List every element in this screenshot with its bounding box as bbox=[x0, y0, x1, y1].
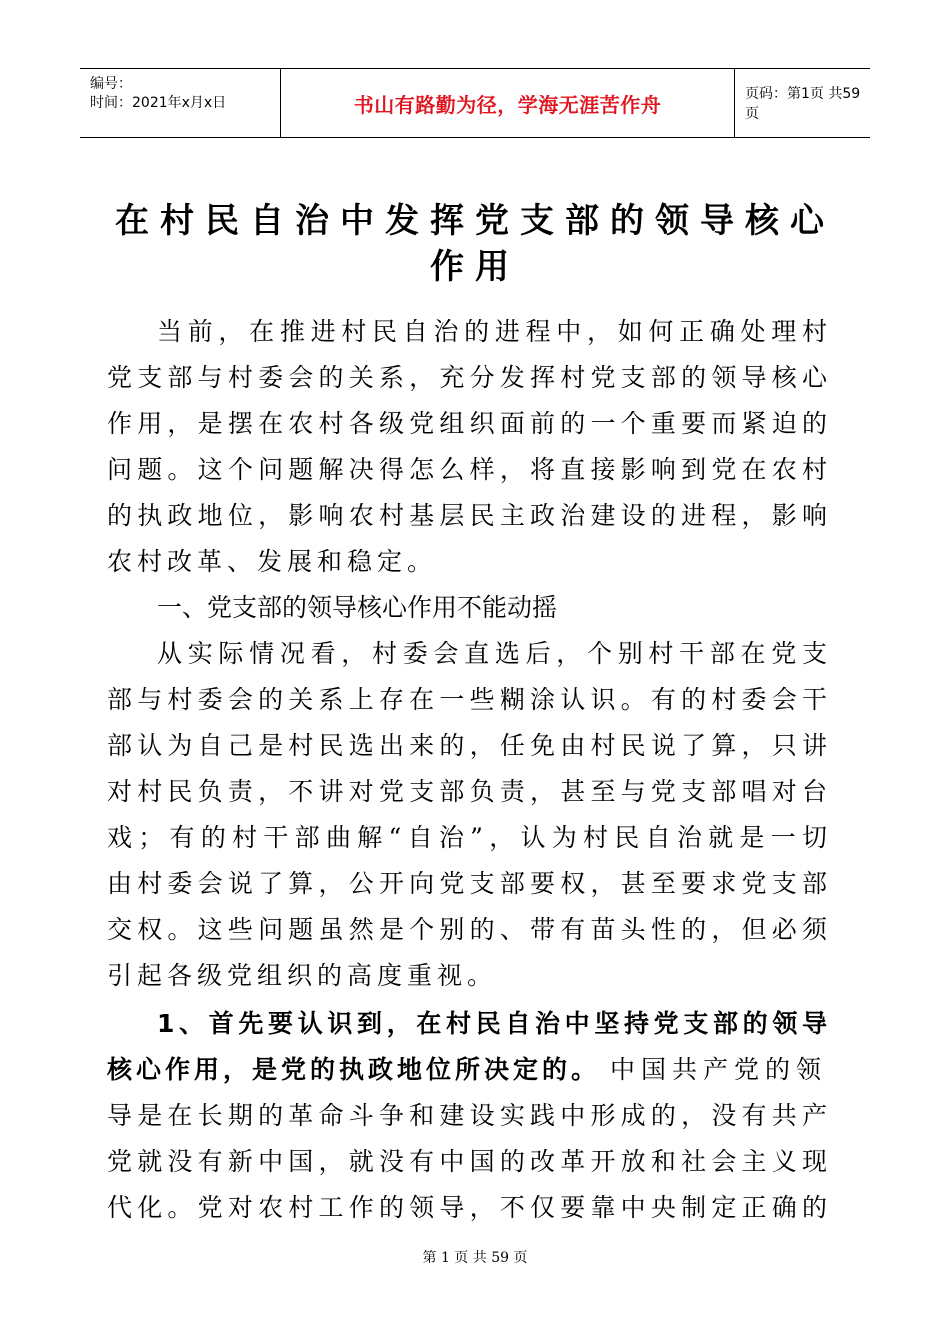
paragraph-line: 农村改革、发展和稳定。 bbox=[107, 547, 438, 576]
paragraph-line: 从实际情况看，村委会直选后，个别村干部在党支 bbox=[157, 639, 827, 668]
mixed-line bbox=[107, 1050, 827, 1090]
paragraph-line: 部与村委会的关系上存在一些糊涂认识。有的村委会干 bbox=[107, 685, 827, 714]
number-label: 编号： bbox=[90, 76, 132, 92]
page-footer: 第 1 页 共 59 页 bbox=[422, 1250, 528, 1266]
bold-statement-line: 1、首先要认识到，在村民自治中坚持党支部的领导 bbox=[157, 1009, 827, 1038]
paragraph-line: 当前，在推进村民自治的进程中，如何正确处理村 bbox=[157, 317, 827, 346]
paragraph-line: 由村委会说了算，公开向党支部要权，甚至要求党支部 bbox=[107, 869, 827, 898]
paragraph-line: 党就没有新中国，就没有中国的改革开放和社会主义现 bbox=[107, 1147, 827, 1176]
bold-statement-end: 核心作用，是党的执政地位所决定的。 bbox=[107, 1055, 601, 1084]
header-motto-cell bbox=[281, 69, 735, 137]
paragraph-line: 导是在长期的革命斗争和建设实践中形成的，没有共产 bbox=[107, 1101, 827, 1130]
paragraph-line: 对村民负责，不讲对党支部负责，甚至与党支部唱对台 bbox=[107, 777, 827, 806]
paragraph-line: 问题。这个问题解决得怎么样，将直接影响到党在农村 bbox=[107, 455, 827, 484]
paragraph-line: 引起各级党组织的高度重视。 bbox=[107, 961, 498, 990]
paragraph-line: 党支部与村委会的关系，充分发挥村党支部的领导核心 bbox=[107, 363, 827, 392]
page-code: 页码：第1页 共59页 bbox=[745, 86, 861, 122]
header-meta-cell bbox=[80, 69, 281, 137]
document-header bbox=[80, 68, 870, 138]
paragraph-line: 交权。这些问题虽然是个别的、带有苗头性的，但必须 bbox=[107, 915, 827, 944]
page-title-line-1: 在村民自治中发挥党支部的领导核心 bbox=[115, 201, 835, 241]
page-title-line-2: 作用 bbox=[430, 247, 520, 287]
paragraph-line: 戏；有的村干部曲解“自治”，认为村民自治就是一切 bbox=[107, 823, 827, 852]
time-label: 时间：2021年x月x日 bbox=[90, 95, 227, 111]
section-heading: 一、党支部的领导核心作用不能动摇 bbox=[157, 593, 558, 622]
motto-text: 书山有路勤为径，学海无涯苦作舟 bbox=[353, 92, 662, 117]
paragraph-line: 作用，是摆在农村各级党组织面前的一个重要而紧迫的 bbox=[107, 409, 827, 438]
paragraph-continuation: 中国共产党的领 bbox=[609, 1055, 827, 1084]
paragraph-line: 部认为自己是村民选出来的，任免由村民说了算，只讲 bbox=[107, 731, 827, 760]
header-page-cell bbox=[735, 69, 870, 137]
paragraph-line: 的执政地位，影响农村基层民主政治建设的进程，影响 bbox=[107, 501, 827, 530]
paragraph-line: 代化。党对农村工作的领导，不仅要靠中央制定正确的 bbox=[107, 1193, 827, 1222]
